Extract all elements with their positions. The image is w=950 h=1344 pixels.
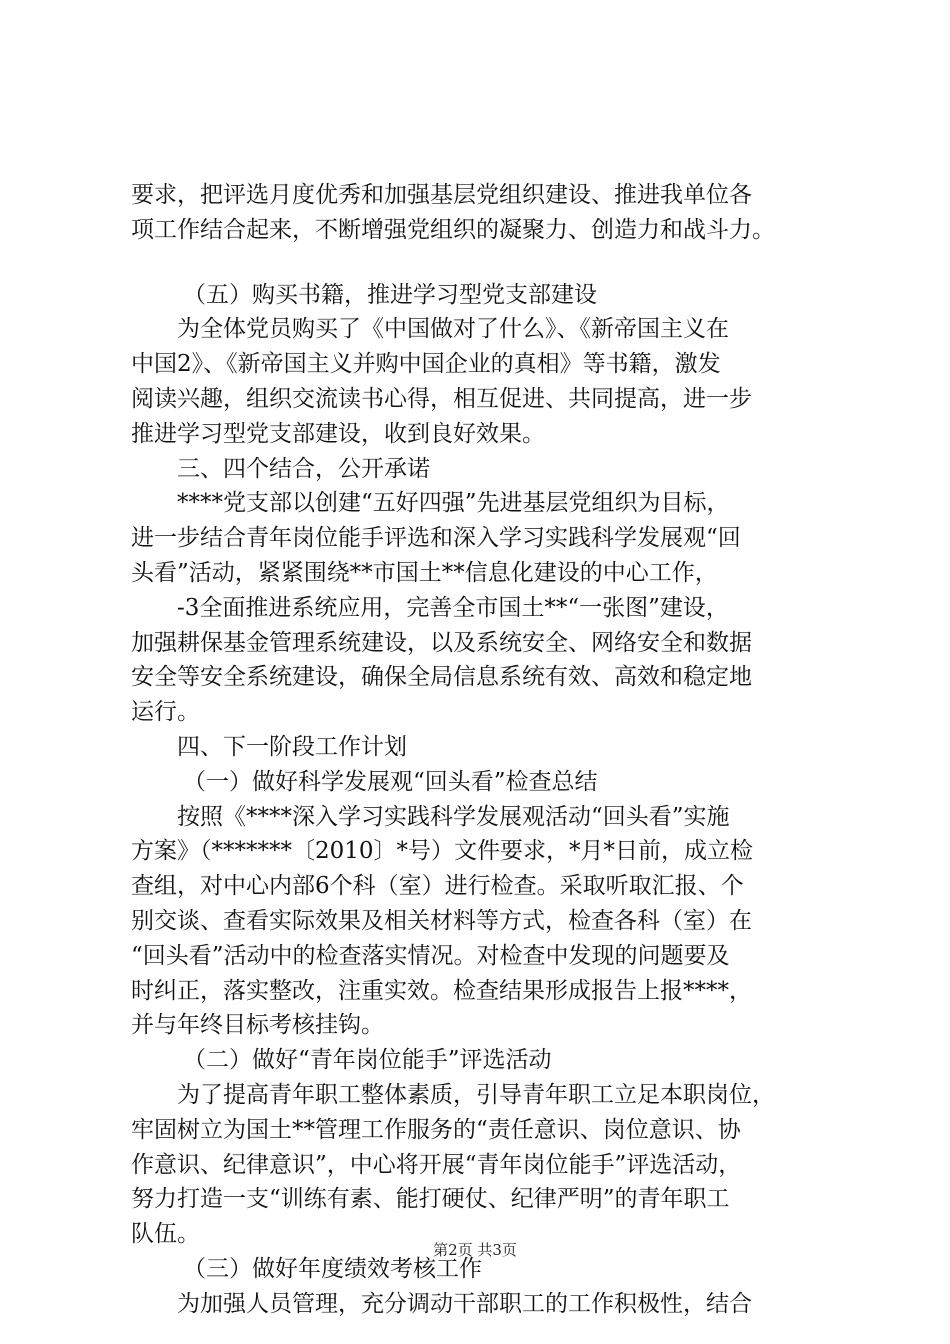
paragraph-line: “回头看”活动中的检查落实情况。对检查中发现的问题要及 xyxy=(131,942,730,969)
section-heading: （三）做好年度绩效考核工作 xyxy=(183,1255,482,1282)
section-heading: （一）做好科学发展观“回头看”检查总结 xyxy=(183,768,598,795)
section-heading: 四、下一阶段工作计划 xyxy=(177,733,407,760)
paragraph-line: 要求，把评选月度优秀和加强基层党组织建设、推进我单位各 xyxy=(131,182,752,208)
paragraph-line: 努力打造一支“训练有素、能打硬仗、纪律严明”的青年职工 xyxy=(131,1186,730,1213)
paragraph-line: 队伍。 xyxy=(131,1221,200,1248)
paragraph-line: 为加强人员管理，充分调动干部职工的工作积极性，结合 xyxy=(177,1290,752,1317)
page-footer: 第2页 共3页 xyxy=(433,1241,517,1259)
paragraph-gap xyxy=(131,248,836,278)
paragraph-line: 为了提高青年职工整体素质，引导青年职工立足本职岗位， xyxy=(177,1081,775,1108)
section-heading: （五）购买书籍，推进学习型党支部建设 xyxy=(183,281,597,308)
paragraph-line: 项工作结合起来，不断增强党组织的凝聚力、创造力和战斗力。 xyxy=(131,216,775,243)
paragraph-line: 中国2》、《新帝国主义并购中国企业的真相》等书籍，激发 xyxy=(131,351,721,378)
paragraph-line: 为全体党员购买了《中国做对了什么》、《新帝国主义在 xyxy=(177,316,729,343)
paragraph-line: 方案》（*******〔2010〕*号）文件要求，*月*日前，成立检 xyxy=(131,838,754,865)
paragraph-line: 牢固树立为国土**管理工作服务的“责任意识、岗位意识、协 xyxy=(131,1116,741,1143)
paragraph-line: 安全等安全系统建设，确保全局信息系统有效、高效和稳定地 xyxy=(131,664,752,691)
paragraph-line: 并与年终目标考核挂钩。 xyxy=(131,1012,384,1039)
paragraph-line: 加强耕保基金管理系统建设，以及系统安全、网络安全和数据 xyxy=(131,629,752,656)
document-body xyxy=(131,178,836,1322)
paragraph-line: 按照《****深入学习实践科学发展观活动“回头看”实施 xyxy=(177,803,730,830)
section-heading: （二）做好“青年岗位能手”评选活动 xyxy=(183,1047,552,1074)
section-heading: 三、四个结合，公开承诺 xyxy=(177,455,430,482)
paragraph-line: 头看”活动，紧紧围绕**市国土**信息化建设的中心工作， xyxy=(131,559,718,586)
paragraph-line: 作意识、纪律意识”，中心将开展“青年岗位能手”评选活动， xyxy=(131,1151,742,1178)
paragraph-line: ****党支部以创建“五好四强”先进基层党组织为目标， xyxy=(177,490,730,517)
paragraph-line: 时纠正，落实整改，注重实效。检查结果形成报告上报****， xyxy=(131,977,752,1004)
paragraph-line: 推进学习型党支部建设，收到良好效果。 xyxy=(131,420,545,447)
paragraph-line: 进一步结合青年岗位能手评选和深入学习实践科学发展观“回 xyxy=(131,525,741,552)
paragraph-line: 查组，对中心内部6个科（室）进行检查。采取听取汇报、个 xyxy=(131,873,744,900)
paragraph-line: 别交谈、查看实际效果及相关材料等方式，检查各科（室）在 xyxy=(131,907,752,934)
paragraph-line: -3全面推进系统应用，完善全市国土**“一张图”建设， xyxy=(177,594,729,621)
paragraph-line: 阅读兴趣，组织交流读书心得，相互促进、共同提高，进一步 xyxy=(131,385,752,412)
paragraph-line: 运行。 xyxy=(131,699,200,726)
